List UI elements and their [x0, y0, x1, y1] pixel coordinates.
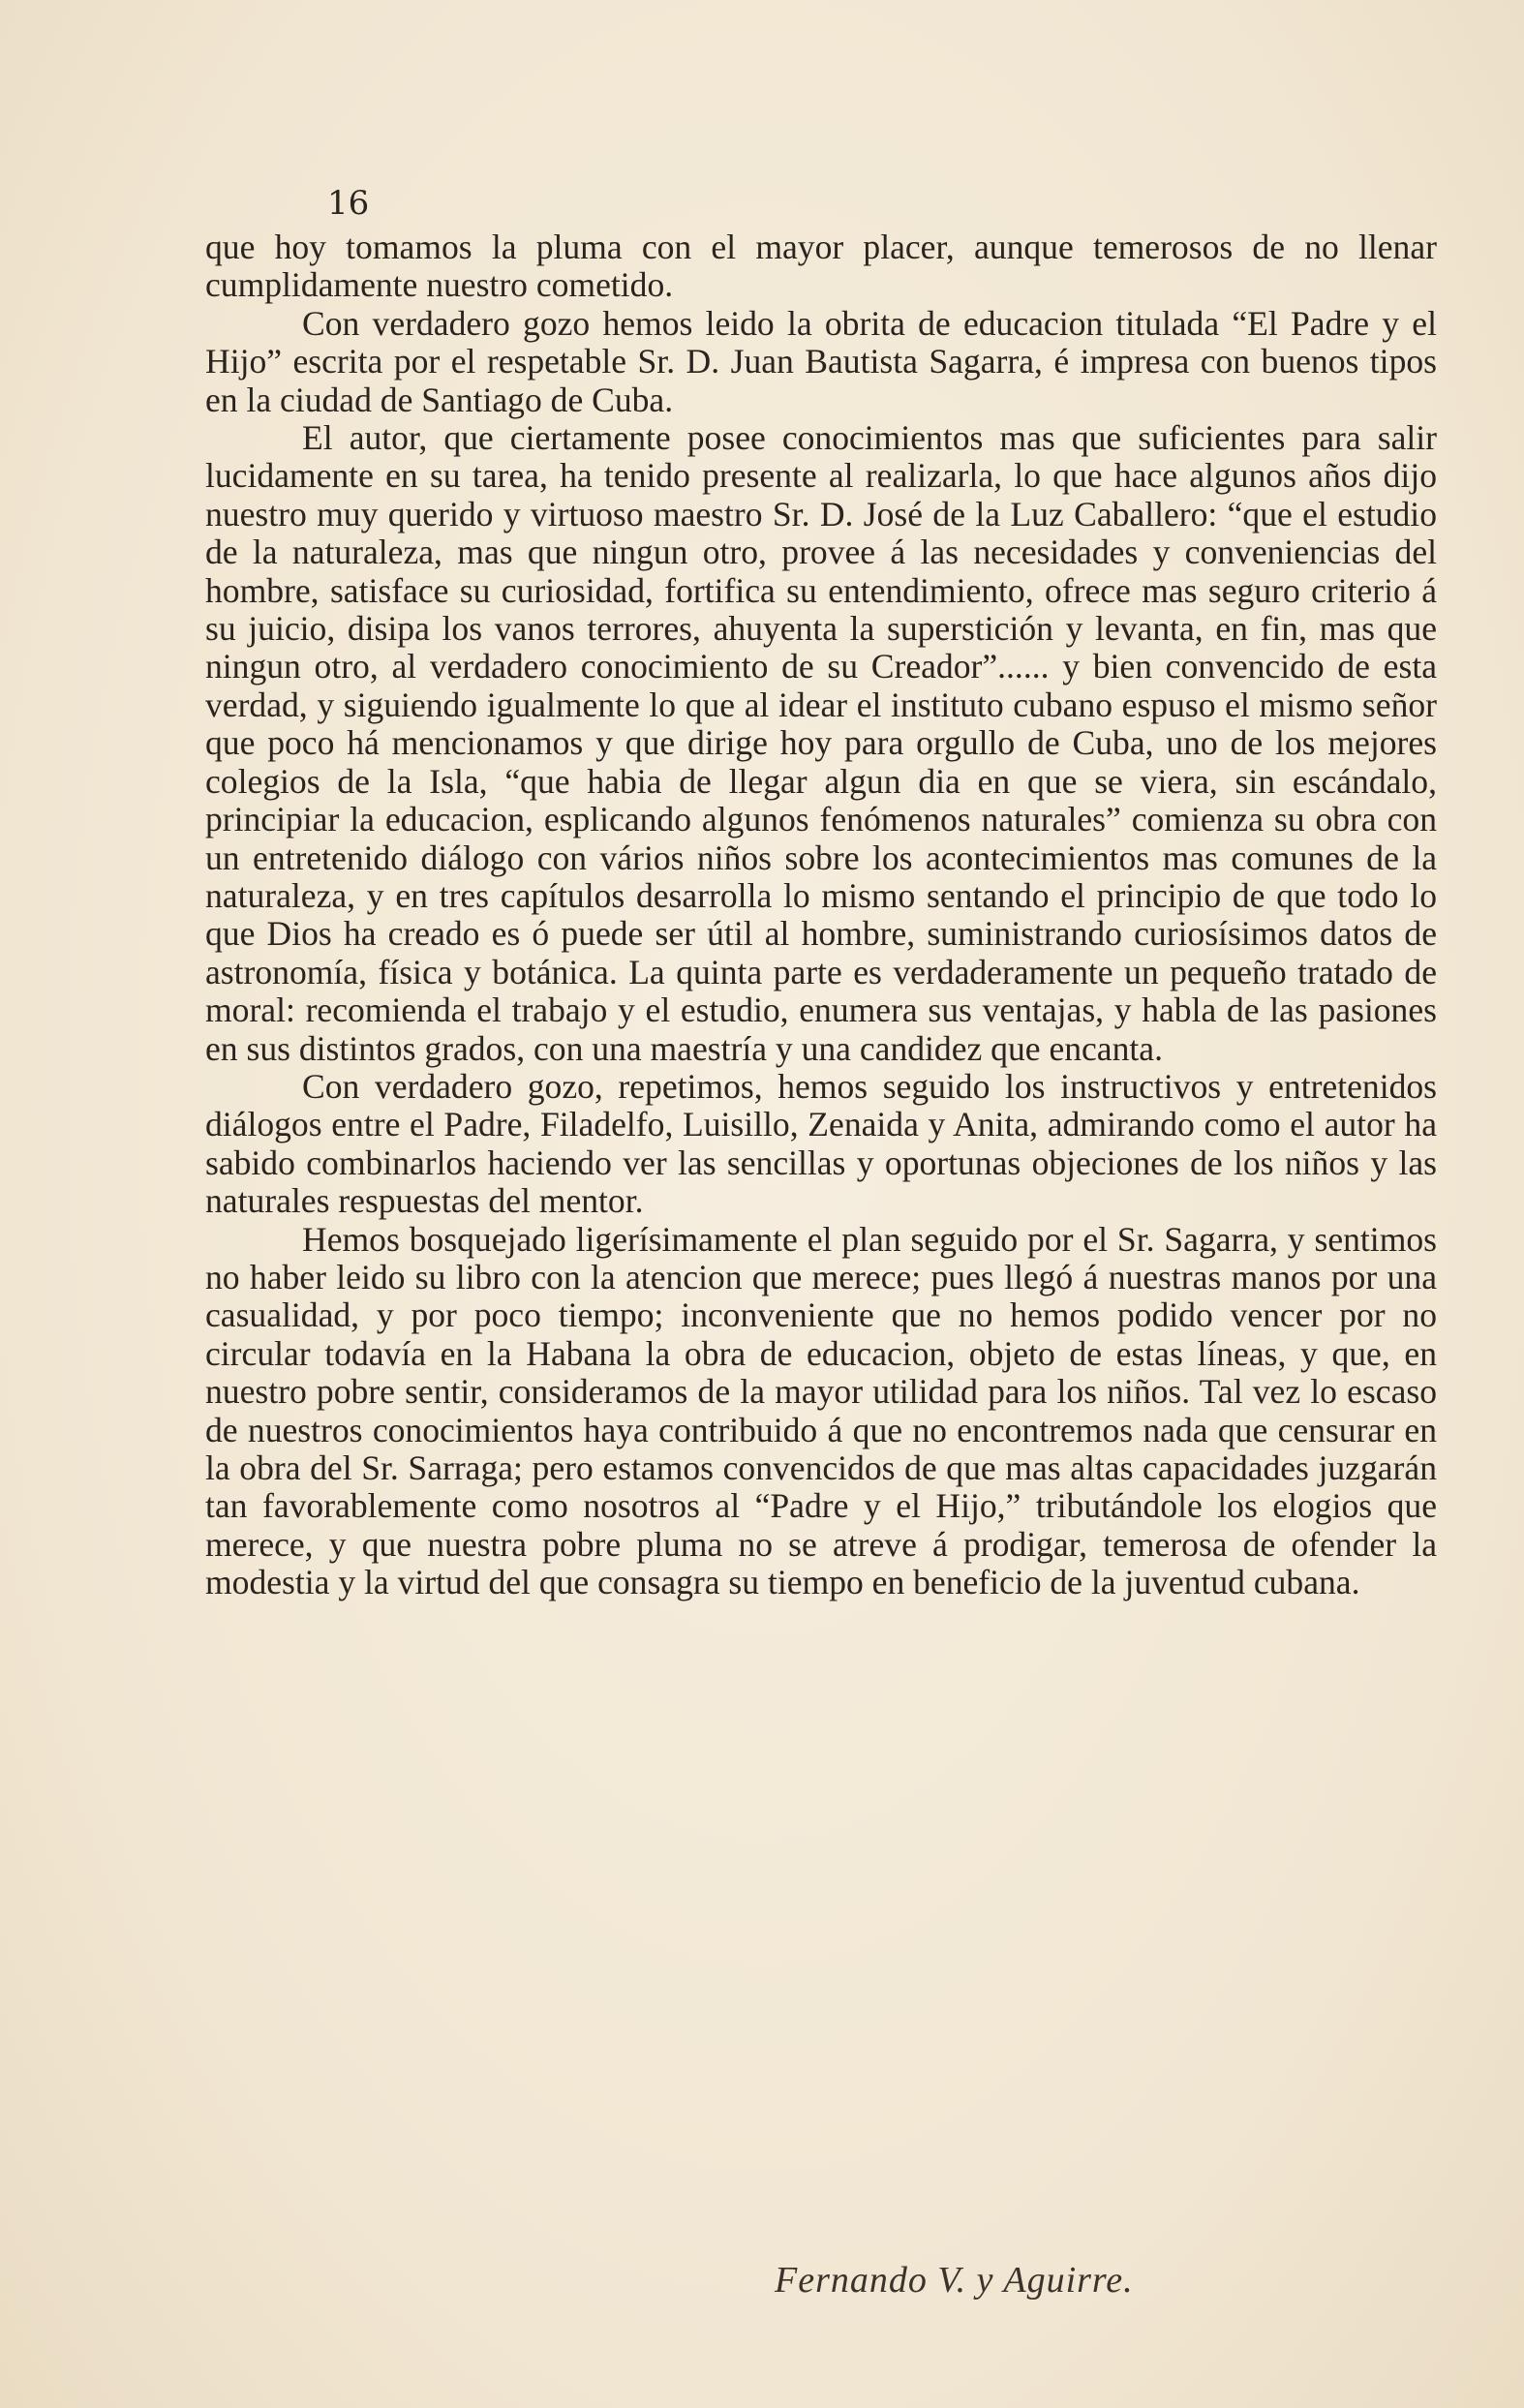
page-number: 16	[327, 184, 370, 223]
article-body	[205, 229, 1437, 1602]
paragraph-2: Con verdadero gozo hemos leido la obrita de educacion titulada “El Padre y el Hijo” escrita por el respetable Sr. D. Juan Bautista Sagarra, é impresa con buenos tipos en la ciudad de Santiago de Cuba.	[205, 303, 1437, 419]
paragraph-4: Con verdadero gozo, repetimos, hemos seguido los instructivos y entretenidos diálogos entre el Padre, Filadelfo, Luisillo, Zenaida y Anita, admirando como el autor ha sabido combinarlos haciendo ver las sencillas y oportunas objeciones de los niños y las naturales respuestas del mentor.	[205, 1066, 1437, 1221]
author-signature: Fernando V. y Aguirre.	[775, 2260, 1134, 2301]
paragraph-5: Hemos bosquejado ligerísimamente el plan seguido por el Sr. Sagarra, y sentimos no haber leido su libro con la atencion que merece; pues llegó á nuestras manos por una casualidad, y por poco tiempo; inconveniente que no hemos podido vencer por no circular todavía en la Habana la obra de educacion, objeto de estas líneas, y que, en nuestro pobre sentir, consideramos de la mayor utilidad para los niños. Tal vez lo escaso de nuestros conocimientos haya contribuido á que no encontremos nada que censurar en la obra del Sr. Sarraga; pero estamos convencidos de que mas altas capacidades juzgarán tan favorablemente como nosotros al “Padre y el Hijo,” tributándole los elogios que merece, y que nuestra pobre pluma no se atreve á prodigar, temerosa de ofender la modestia y la virtud del que consagra su tiempo en beneficio de la juventud cubana.	[205, 1219, 1437, 1602]
paragraph-1: que hoy tomamos la pluma con el mayor placer, aunque temerosos de no llenar cumplidamente nuestro cometido.	[205, 228, 1437, 305]
paragraph-3: El autor, que ciertamente posee conocimientos mas que suficientes para salir lucidamente en su tarea, ha tenido presente al realizarla, lo que hace algunos años dijo nuestro muy querido y virtuoso maestro Sr. D. José de la Luz Caballero: “que el estudio de la naturaleza, mas que ningun otro, provee á las necesidades y conveniencias del hombre, satisface su curiosidad, fortifica su entendimiento, ofrece mas seguro criterio á su juicio, disipa los vanos terrores, ahuyenta la superstición y levanta, en fin, mas que ningun otro, al verdadero conocimiento de su Creador”...... y bien convencido de esta verdad, y siguiendo igualmente lo que al idear el instituto cubano espuso el mismo señor que poco há mencionamos y que dirige hoy para orgullo de Cuba, uno de los mejores colegios de la Isla, “que habia de llegar algun dia en que se viera, sin escándalo, principiar la educacion, esplicando algunos fenómenos naturales” comienza su obra con un entretenido diálogo con vários niños sobre los acontecimientos mas comunes de la naturaleza, y en tres capítulos desarrolla lo mismo sentando el principio de que todo lo que Dios ha creado es ó puede ser útil al hombre, suministrando curiosísimos datos de astronomía, física y botánica. La quinta parte es verdaderamente un pequeño tratado de moral: recomienda el trabajo y el estudio, enumera sus ventajas, y habla de las pasiones en sus distintos grados, con una maestría y una candidez que encanta.	[205, 418, 1437, 1068]
